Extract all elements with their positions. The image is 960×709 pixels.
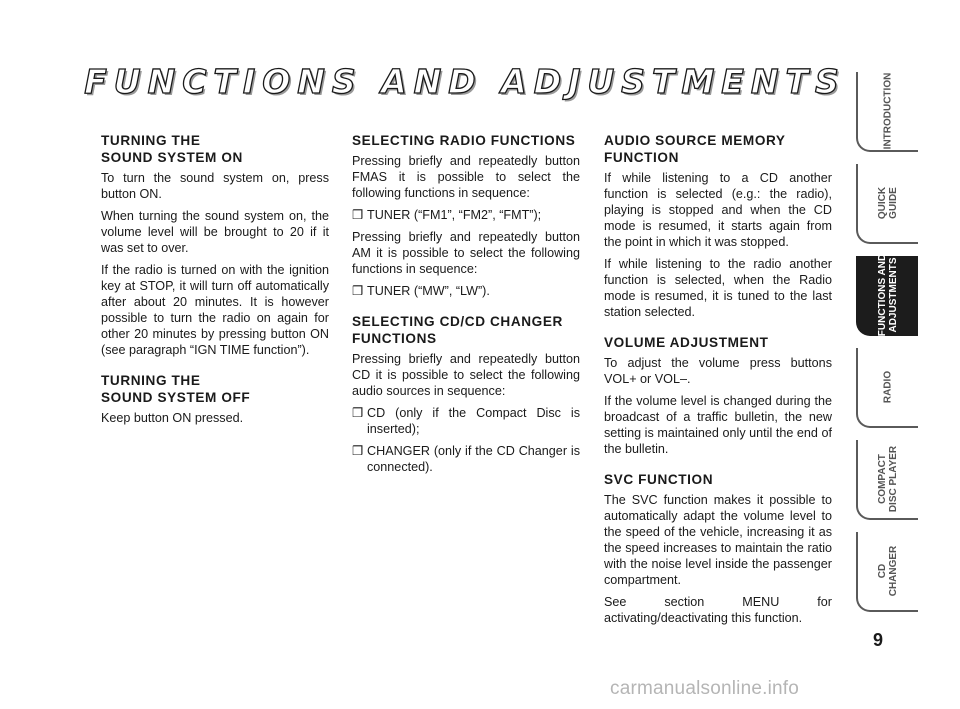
heading-turning-off: TURNING THE SOUND SYSTEM OFF: [101, 373, 251, 405]
tab-quick-guide[interactable]: QUICK GUIDE: [856, 164, 918, 244]
section-tabs: [856, 72, 918, 624]
paragraph: The SVC function makes it possible to automatically adapt the volume level to the speed of the vehicle, increasing it as the speed increases to maintain the ratio with the noise level inside the passenger compartment.: [604, 493, 832, 587]
checkbox-bullet-icon: ❒: [352, 284, 364, 298]
checkbox-bullet-icon: ❒: [352, 208, 364, 222]
list-item: ❒ TUNER (“FM1”, “FM2”, “FMT”);: [352, 208, 542, 222]
paragraph: If the volume level is changed during the broadcast of a traffic bulletin, the new setting is maintained only until the end of the bulletin.: [604, 394, 832, 456]
watermark: carmanualsonline.info: [610, 678, 800, 699]
heading-turning-on: TURNING THE SOUND SYSTEM ON: [101, 133, 243, 165]
list-item: ❒ CD (only if the Compact Disc is inserted);: [352, 406, 580, 436]
heading-audio-source-memory: AUDIO SOURCE MEMORY FUNCTION: [604, 133, 786, 165]
paragraph: Pressing briefly and repeatedly button AM it is possible to select the following functions in sequence:: [352, 230, 580, 276]
paragraph: If while listening to a CD another function is selected (e.g.: the radio), playing is stopped and when the CD mode is resumed, it starts again from the point in which it was stopped.: [604, 171, 832, 249]
heading-radio-functions: SELECTING RADIO FUNCTIONS: [352, 133, 576, 148]
paragraph: Pressing briefly and repeatedly button FMAS it is possible to select the following functions in sequence:: [352, 154, 580, 200]
heading-svc-function: SVC FUNCTION: [604, 472, 714, 487]
checkbox-bullet-icon: ❒: [352, 406, 364, 420]
column-left: [101, 132, 329, 432]
paragraph: Keep button ON pressed.: [101, 411, 244, 425]
tab-radio[interactable]: RADIO: [856, 348, 918, 428]
tab-functions-and-adjustments[interactable]: FUNCTIONS AND ADJUSTMENTS: [856, 256, 918, 336]
column-middle: [352, 132, 580, 481]
heading-volume-adjustment: VOLUME ADJUSTMENT: [604, 335, 769, 350]
checkbox-bullet-icon: ❒: [352, 444, 364, 458]
paragraph: If the radio is turned on with the ignition key at STOP, it will turn off automatically after about 20 minutes. It is however possible to turn the radio on again for other 20 minutes by pressing button ON (see paragraph “IGN TIME function”).: [101, 263, 329, 357]
column-right: [604, 132, 832, 632]
paragraph: See section MENU for activating/deactivating this function.: [604, 595, 832, 625]
paragraph: To turn the sound system on, press button ON.: [101, 171, 329, 201]
paragraph: When turning the sound system on, the volume level will be brought to 20 if it was set to over.: [101, 209, 329, 255]
tab-compact-disc-player[interactable]: COMPACT DISC PLAYER: [856, 440, 918, 520]
tab-cd-changer[interactable]: CD CHANGER: [856, 532, 918, 612]
paragraph: Pressing briefly and repeatedly button CD it is possible to select the following audio sources in sequence:: [352, 352, 580, 398]
tab-introduction[interactable]: INTRODUCTION: [856, 72, 918, 152]
page-number: 9: [872, 630, 883, 650]
list-item: ❒ CHANGER (only if the CD Changer is connected).: [352, 444, 580, 474]
list-item: ❒ TUNER (“MW”, “LW”).: [352, 284, 490, 298]
heading-cd-functions: SELECTING CD/CD CHANGER FUNCTIONS: [352, 314, 563, 346]
paragraph: To adjust the volume press buttons VOL+ or VOL–.: [604, 356, 832, 386]
paragraph: If while listening to the radio another function is selected, when the Radio mode is resumed, it is tuned to the last station selected.: [604, 257, 832, 319]
page-title: FUNCTIONS AND ADJUSTMENTS: [84, 62, 846, 101]
